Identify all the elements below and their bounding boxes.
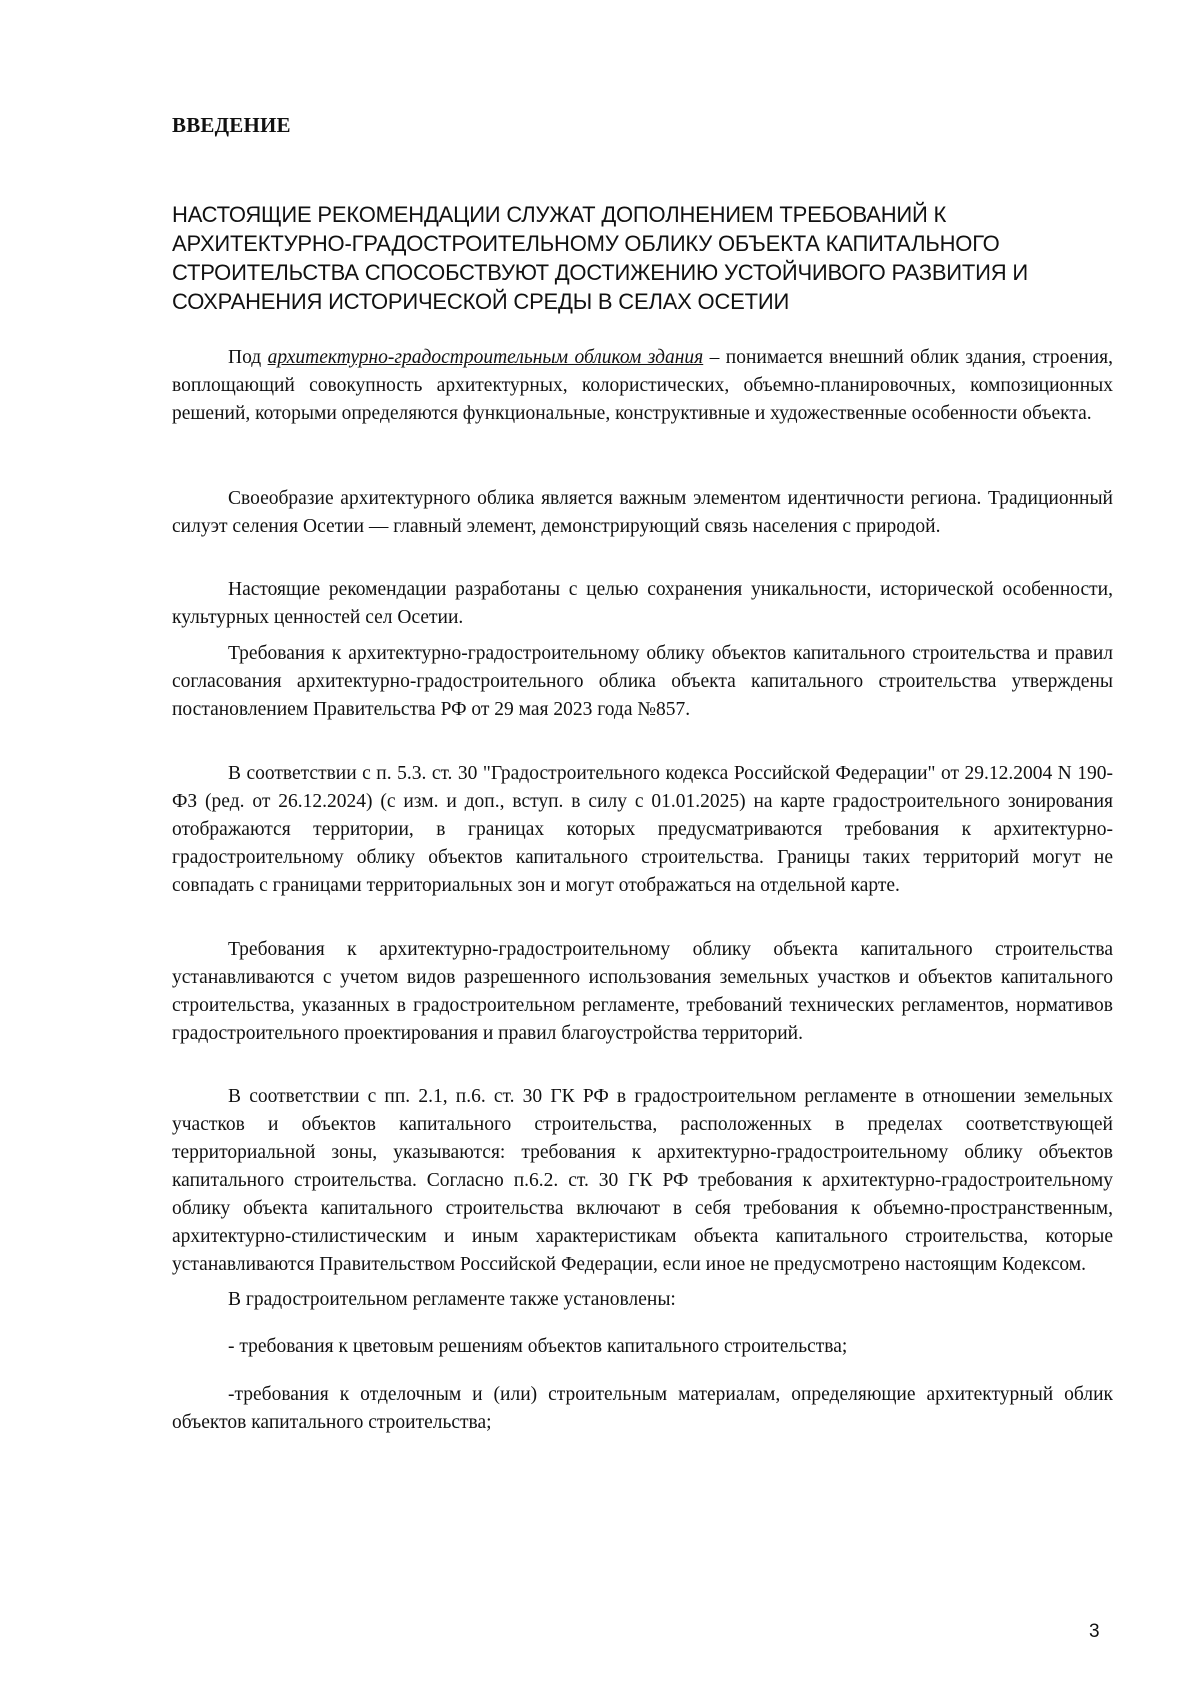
defined-term: архитектурно-градостроительным обликом здания <box>267 347 704 368</box>
paragraph-code-article: В соответствии с пп. 2.1, п.6. ст. 30 ГК РФ в градостроительном регламенте в отношении земельных участков и объектов капитального строительства, расположенных в пределах соответствующей территориальной зоны, указываются: требования к архитектурно-градостроительному облику объектов капитального строительства. Согласно п.6.2. ст. 30 ГК РФ требования к архитектурно-градостроительному облику объекта капитального строительства включают в себя требования к объемно-пространственным, архитектурно-стилистическим и иным характеристикам объекта капитального строительства, которые устанавливаются Правительством Российской Федерации, если иное не предусмотрено настоящим Кодексом. <box>172 1086 1113 1275</box>
definition-text: – понимается внешний облик здания, строения, воплощающий совокупность архитектурных, колористических, объемно-планировочных, композиционных решений, которыми определяются функциональные, конструктивные и художественные особенности объекта. <box>172 347 1113 424</box>
paragraph-identity: Своеобразие архитектурного облика является важным элементом идентичности региона. Традиционный силуэт селения Осетии — главный элемент, демонстрирующий связь населения с природой. <box>172 488 1113 537</box>
section-subtitle: НАСТОЯЩИЕ РЕКОМЕНДАЦИИ СЛУЖАТ ДОПОЛНЕНИЕМ ТРЕБОВАНИЙ К АРХИТЕКТУРНО-ГРАДОСТРОИТЕЛЬНОМУ ОБЛИКУ ОБЪЕКТА КАПИТАЛЬНОГО СТРОИТЕЛЬСТВА СПОСОБСТВУЮТ ДОСТИЖЕНИЮ УСТОЙЧИВОГО РАЗВИТИЯ И СОХРАНЕНИЯ ИСТОРИЧЕСКОЙ СРЕДЫ В СЕЛАХ ОСЕТИИ <box>172 202 1028 314</box>
paragraph-purpose: Настоящие рекомендации разработаны с целью сохранения уникальности, исторической особенности, культурных ценностей сел Осетии. <box>172 579 1113 628</box>
definition-prefix: Под <box>228 347 268 368</box>
definition-paragraph <box>172 344 1113 428</box>
paragraph-government-decree: Требования к архитектурно-градостроительному облику объектов капитального строительства и правил согласования архитектурно-градостроительного облика объекта капитального строительства утверждены постановлением Правительства РФ от 29 мая 2023 года №857. <box>172 643 1113 720</box>
section-heading: ВВЕДЕНИЕ <box>172 113 291 137</box>
paragraph-zoning-code: В соответствии с п. 5.3. ст. 30 "Градостроительного кодекса Российской Федерации" от 29.12.2004 N 190-ФЗ (ред. от 26.12.2024) (с изм. и доп., вступ. в силу с 01.01.2025) на карте градостроительного зонирования отображаются территории, в границах которых предусматриваются требования к архитектурно-градостроительному облику объектов капитального строительства. Границы таких территорий могут не совпадать с границами территориальных зон и могут отображаться на отдельной карте. <box>172 763 1113 896</box>
list-item-color-requirements: - требования к цветовым решениям объектов капитального строительства; <box>228 1336 848 1357</box>
list-item-material-requirements: -требования к отделочным и (или) строительным материалам, определяющие архитектурный облик объектов капитального строительства; <box>172 1384 1113 1433</box>
paragraph-regulations-intro: В градостроительном регламенте также установлены: <box>228 1289 676 1310</box>
page-number: 3 <box>1089 1621 1100 1642</box>
paragraph-requirements-basis: Требования к архитектурно-градостроительному облику объекта капитального строительства устанавливаются с учетом видов разрешенного использования земельных участков и объектов капитального строительства, указанных в градостроительном регламенте, требований технических регламентов, нормативов градостроительного проектирования и правил благоустройства территорий. <box>172 939 1113 1044</box>
